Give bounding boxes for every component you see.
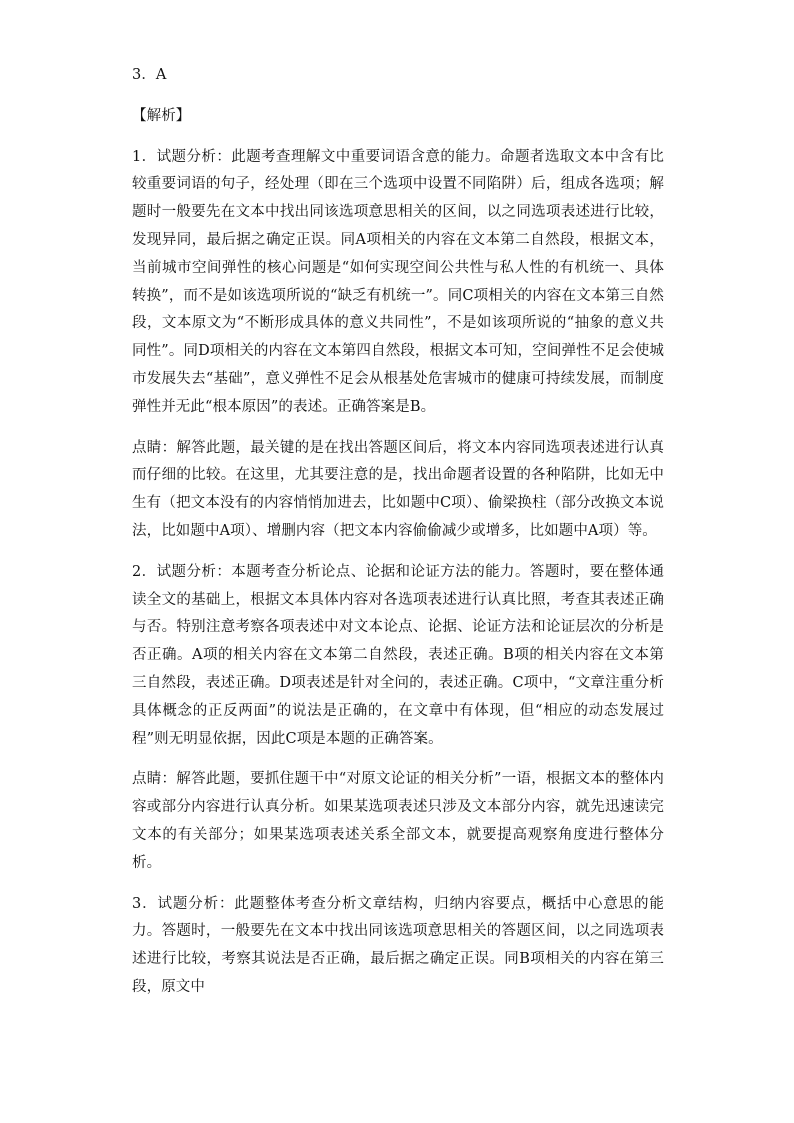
paragraph-q1-tip: 点睛：解答此题，最关键的是在找出答题区间后，将文本内容同选项表述进行认真而仔细的比较。在这里，尤其要注意的是，找出命题者设置的各种陷阱，比如无中生有（把文本没有的内容悄悄加进去，比如题中C项）、偷梁换柱（部分改换文本说法，比如题中A项）、增删内容（把文本内容偷偷减少或增多，比如题中A项）等。 bbox=[132, 439, 664, 539]
document-body bbox=[132, 62, 664, 1015]
paragraph-q2-tip: 点睛：解答此题，要抓住题干中“对原文论证的相关分析”一语，根据文本的整体内容或部分内容进行认真分析。如果某选项表述只涉及文本部分内容，就先迅速读完文本的有关部分；如果某选项表述关系全部文本，就要提高观察角度进行整体分析。 bbox=[132, 771, 664, 871]
answer-line: 3．A bbox=[132, 67, 167, 83]
paragraph-q1-analysis: 1．试题分析：此题考查理解文中重要词语含意的能力。命题者选取文本中含有比较重要词语的句子，经处理（即在三个选项中设置不同陷阱）后，组成各选项；解题时一般要先在文本中找出同该选项意思相关的区间，以之同选项表述进行比较，发现异同，最后据之确定正误。同A项相关的内容在文本第二自然段，根据文本，当前城市空间弹性的核心问题是“如何实现空间公共性与私人性的有机统一、具体转换”，而不是如该选项所说的“缺乏有机统一”。同C项相关的内容在文本第三自然段，文本原文为“不断形成具体的意义共同性”，不是如该项所说的“抽象的意义共同性”。同D项相关的内容在文本第四自然段，根据文本可知，空间弹性不足会使城市发展失去“基础”，意义弹性不足会从根基处危害城市的健康可持续发展，而制度弹性并无此“根本原因”的表述。正确答案是B。 bbox=[132, 148, 664, 415]
paragraph-q2-analysis: 2．试题分析：本题考查分析论点、论据和论证方法的能力。答题时，要在整体通读全文的基础上，根据文本具体内容对各选项表述进行认真比照，考查其表述正确与否。特别注意考察各项表述中对文本论点、论据、论证方法和论证层次的分析是否正确。A项的相关内容在文本第二自然段，表述正确。B项的相关内容在文本第三自然段，表述正确。D项表述是针对全问的，表述正确。C项中，“文章注重分析具体概念的正反两面”的说法是正确的，在文章中有体现，但“相应的动态发展过程”则无明显依据，因此C项是本题的正确答案。 bbox=[132, 563, 664, 747]
section-label: 【解析】 bbox=[132, 107, 191, 124]
paragraph-q3-analysis: 3．试题分析：此题整体考查分析文章结构，归纳内容要点，概括中心意思的能力。答题时，一般要先在文本中找出同该选项意思相关的答题区间，以之同选项表述进行比较，考察其说法是否正确，最后据之确定正误。同B项相关的内容在第三段，原文中 bbox=[132, 895, 664, 995]
